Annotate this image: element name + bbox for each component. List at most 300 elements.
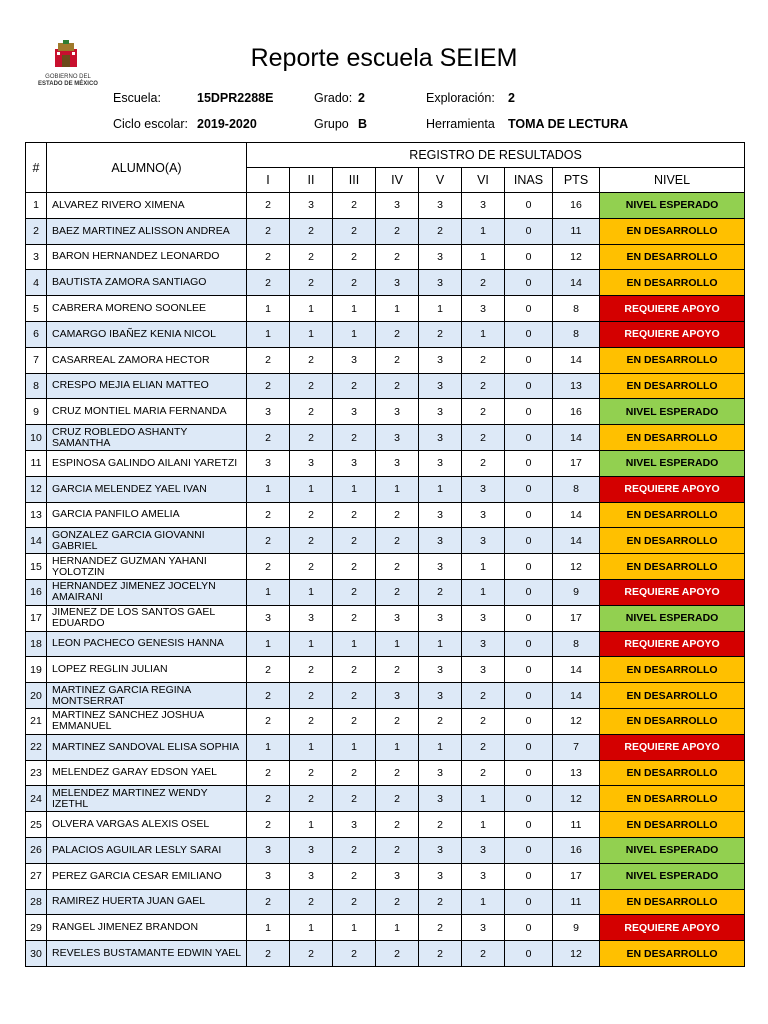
nivel-badge: EN DESARROLLO — [600, 941, 745, 967]
score-cell: 2 — [290, 528, 333, 554]
score-cell: 0 — [505, 554, 553, 580]
num-header: # — [26, 143, 47, 193]
score-cell: 0 — [505, 941, 553, 967]
nivel-badge: EN DESARROLLO — [600, 270, 745, 296]
score-cell: 2 — [333, 683, 376, 709]
score-cell: 0 — [505, 193, 553, 219]
nivel-badge: NIVEL ESPERADO — [600, 863, 745, 889]
score-cell: 2 — [247, 270, 290, 296]
row-number: 28 — [26, 889, 47, 915]
nivel-badge: EN DESARROLLO — [600, 528, 745, 554]
logo-text — [28, 74, 108, 88]
student-name: BAEZ MARTINEZ ALISSON ANDREA — [47, 218, 247, 244]
score-cell: 16 — [553, 193, 600, 219]
column-header-nivel: NIVEL — [600, 168, 745, 193]
score-cell: 3 — [462, 631, 505, 657]
score-cell: 1 — [247, 476, 290, 502]
nivel-badge: EN DESARROLLO — [600, 889, 745, 915]
score-cell: 2 — [419, 889, 462, 915]
row-number: 22 — [26, 734, 47, 760]
column-header-i: I — [247, 168, 290, 193]
score-cell: 2 — [247, 760, 290, 786]
table-row — [26, 502, 745, 528]
row-number: 3 — [26, 244, 47, 270]
ciclo-value: 2019-2020 — [197, 117, 257, 131]
score-cell: 12 — [553, 554, 600, 580]
score-cell: 2 — [376, 941, 419, 967]
table-row — [26, 270, 745, 296]
score-cell: 1 — [247, 915, 290, 941]
nivel-badge: REQUIERE APOYO — [600, 734, 745, 760]
score-cell: 3 — [376, 683, 419, 709]
row-number: 10 — [26, 425, 47, 451]
score-cell: 1 — [290, 579, 333, 605]
score-cell: 2 — [419, 708, 462, 734]
table-row — [26, 399, 745, 425]
score-cell: 1 — [290, 734, 333, 760]
herramienta-label: Herramienta — [426, 117, 495, 131]
score-cell: 3 — [290, 837, 333, 863]
score-cell: 2 — [290, 889, 333, 915]
table-row — [26, 425, 745, 451]
score-cell: 2 — [247, 502, 290, 528]
table-row — [26, 941, 745, 967]
row-number: 9 — [26, 399, 47, 425]
score-cell: 3 — [462, 657, 505, 683]
row-number: 14 — [26, 528, 47, 554]
score-cell: 2 — [333, 373, 376, 399]
student-name: GONZALEZ GARCIA GIOVANNI GABRIEL — [47, 528, 247, 554]
grupo-label: Grupo — [314, 117, 349, 131]
score-cell: 9 — [553, 579, 600, 605]
score-cell: 3 — [419, 683, 462, 709]
row-number: 21 — [26, 708, 47, 734]
score-cell: 2 — [462, 270, 505, 296]
nivel-badge: EN DESARROLLO — [600, 760, 745, 786]
score-cell: 2 — [419, 812, 462, 838]
table-row — [26, 631, 745, 657]
table-row — [26, 244, 745, 270]
score-cell: 17 — [553, 605, 600, 631]
score-cell: 3 — [419, 657, 462, 683]
nivel-badge: EN DESARROLLO — [600, 425, 745, 451]
score-cell: 2 — [247, 244, 290, 270]
score-cell: 1 — [462, 244, 505, 270]
score-cell: 2 — [333, 579, 376, 605]
score-cell: 3 — [419, 399, 462, 425]
score-cell: 17 — [553, 450, 600, 476]
row-number: 7 — [26, 347, 47, 373]
score-cell: 0 — [505, 579, 553, 605]
row-number: 16 — [26, 579, 47, 605]
score-cell: 2 — [419, 941, 462, 967]
score-cell: 3 — [419, 837, 462, 863]
score-cell: 2 — [376, 579, 419, 605]
score-cell: 0 — [505, 915, 553, 941]
score-cell: 2 — [376, 760, 419, 786]
score-cell: 14 — [553, 657, 600, 683]
score-cell: 0 — [505, 270, 553, 296]
score-cell: 2 — [376, 837, 419, 863]
row-number: 30 — [26, 941, 47, 967]
nivel-badge: EN DESARROLLO — [600, 347, 745, 373]
score-cell: 1 — [376, 734, 419, 760]
row-number: 2 — [26, 218, 47, 244]
score-cell: 14 — [553, 502, 600, 528]
score-cell: 3 — [333, 450, 376, 476]
row-number: 23 — [26, 760, 47, 786]
score-cell: 2 — [247, 812, 290, 838]
score-cell: 2 — [333, 786, 376, 812]
score-cell: 3 — [419, 244, 462, 270]
student-name: HERNANDEZ JIMENEZ JOCELYN AMAIRANI — [47, 579, 247, 605]
table-row — [26, 889, 745, 915]
student-name: CASARREAL ZAMORA HECTOR — [47, 347, 247, 373]
score-cell: 2 — [333, 270, 376, 296]
table-row — [26, 528, 745, 554]
score-cell: 12 — [553, 786, 600, 812]
score-cell: 3 — [376, 270, 419, 296]
score-cell: 3 — [462, 605, 505, 631]
score-cell: 2 — [333, 889, 376, 915]
score-cell: 1 — [419, 734, 462, 760]
score-cell: 0 — [505, 502, 553, 528]
student-name: CABRERA MORENO SOONLEE — [47, 296, 247, 322]
score-cell: 3 — [290, 450, 333, 476]
row-number: 11 — [26, 450, 47, 476]
score-cell: 2 — [333, 605, 376, 631]
score-cell: 2 — [376, 373, 419, 399]
student-name: BARON HERNANDEZ LEONARDO — [47, 244, 247, 270]
nivel-badge: REQUIERE APOYO — [600, 631, 745, 657]
grado-value: 2 — [358, 91, 365, 105]
score-cell: 2 — [290, 270, 333, 296]
registro-header: REGISTRO DE RESULTADOS — [247, 143, 745, 168]
score-cell: 11 — [553, 889, 600, 915]
student-name: CRUZ MONTIEL MARIA FERNANDA — [47, 399, 247, 425]
score-cell: 2 — [419, 218, 462, 244]
score-cell: 0 — [505, 296, 553, 322]
score-cell: 2 — [247, 941, 290, 967]
score-cell: 0 — [505, 683, 553, 709]
score-cell: 0 — [505, 889, 553, 915]
student-name: PALACIOS AGUILAR LESLY SARAI — [47, 837, 247, 863]
row-number: 12 — [26, 476, 47, 502]
score-cell: 0 — [505, 708, 553, 734]
nivel-badge: REQUIERE APOYO — [600, 321, 745, 347]
score-cell: 3 — [419, 863, 462, 889]
score-cell: 2 — [247, 786, 290, 812]
score-cell: 2 — [462, 347, 505, 373]
score-cell: 14 — [553, 683, 600, 709]
score-cell: 2 — [290, 760, 333, 786]
nivel-badge: EN DESARROLLO — [600, 657, 745, 683]
table-row — [26, 450, 745, 476]
score-cell: 1 — [247, 296, 290, 322]
score-cell: 3 — [290, 605, 333, 631]
score-cell: 3 — [419, 502, 462, 528]
score-cell: 3 — [462, 502, 505, 528]
score-cell: 2 — [333, 941, 376, 967]
row-number: 26 — [26, 837, 47, 863]
score-cell: 3 — [419, 760, 462, 786]
results-table — [25, 142, 745, 967]
score-cell: 2 — [290, 554, 333, 580]
score-cell: 2 — [376, 786, 419, 812]
table-row — [26, 760, 745, 786]
row-number: 17 — [26, 605, 47, 631]
student-name: MELENDEZ GARAY EDSON YAEL — [47, 760, 247, 786]
nivel-badge: REQUIERE APOYO — [600, 579, 745, 605]
table-row — [26, 657, 745, 683]
score-cell: 2 — [247, 683, 290, 709]
table-row — [26, 915, 745, 941]
table-row — [26, 373, 745, 399]
score-cell: 2 — [333, 708, 376, 734]
row-number: 5 — [26, 296, 47, 322]
score-cell: 3 — [247, 837, 290, 863]
table-row — [26, 476, 745, 502]
score-cell: 2 — [333, 760, 376, 786]
score-cell: 2 — [333, 657, 376, 683]
row-number: 4 — [26, 270, 47, 296]
score-cell: 13 — [553, 373, 600, 399]
score-cell: 3 — [333, 347, 376, 373]
score-cell: 2 — [462, 399, 505, 425]
score-cell: 2 — [462, 683, 505, 709]
score-cell: 1 — [462, 812, 505, 838]
column-header-v: V — [419, 168, 462, 193]
score-cell: 11 — [553, 812, 600, 838]
student-name: PEREZ GARCIA CESAR EMILIANO — [47, 863, 247, 889]
table-row — [26, 296, 745, 322]
score-cell: 0 — [505, 244, 553, 270]
score-cell: 2 — [247, 708, 290, 734]
row-number: 6 — [26, 321, 47, 347]
score-cell: 12 — [553, 708, 600, 734]
score-cell: 2 — [376, 502, 419, 528]
table-row — [26, 786, 745, 812]
column-header-pts: PTS — [553, 168, 600, 193]
score-cell: 2 — [376, 554, 419, 580]
score-cell: 3 — [419, 528, 462, 554]
score-cell: 1 — [419, 631, 462, 657]
score-cell: 2 — [333, 554, 376, 580]
score-cell: 1 — [247, 321, 290, 347]
score-cell: 8 — [553, 631, 600, 657]
column-header-iii: III — [333, 168, 376, 193]
exploracion-value: 2 — [508, 91, 515, 105]
score-cell: 0 — [505, 373, 553, 399]
score-cell: 3 — [290, 193, 333, 219]
student-name: OLVERA VARGAS ALEXIS OSEL — [47, 812, 247, 838]
score-cell: 7 — [553, 734, 600, 760]
row-number: 25 — [26, 812, 47, 838]
table-row — [26, 347, 745, 373]
logo-line2: ESTADO DE MÉXICO — [38, 81, 98, 87]
table-row — [26, 554, 745, 580]
score-cell: 1 — [290, 296, 333, 322]
score-cell: 1 — [333, 321, 376, 347]
score-cell: 17 — [553, 863, 600, 889]
row-number: 24 — [26, 786, 47, 812]
student-name: LEON PACHECO GENESIS HANNA — [47, 631, 247, 657]
score-cell: 1 — [290, 631, 333, 657]
student-name: CRUZ ROBLEDO ASHANTY SAMANTHA — [47, 425, 247, 451]
score-cell: 2 — [419, 321, 462, 347]
score-cell: 3 — [376, 193, 419, 219]
score-cell: 2 — [290, 399, 333, 425]
score-cell: 1 — [462, 321, 505, 347]
page-title: Reporte escuela SEIEM — [250, 44, 518, 72]
score-cell: 2 — [376, 812, 419, 838]
score-cell: 8 — [553, 476, 600, 502]
score-cell: 2 — [290, 708, 333, 734]
score-cell: 2 — [333, 193, 376, 219]
score-cell: 2 — [376, 528, 419, 554]
score-cell: 1 — [290, 476, 333, 502]
score-cell: 3 — [462, 528, 505, 554]
score-cell: 3 — [419, 270, 462, 296]
nivel-badge: EN DESARROLLO — [600, 244, 745, 270]
score-cell: 0 — [505, 450, 553, 476]
score-cell: 2 — [376, 889, 419, 915]
row-number: 20 — [26, 683, 47, 709]
nivel-badge: EN DESARROLLO — [600, 786, 745, 812]
score-cell: 2 — [290, 657, 333, 683]
student-name: RAMIREZ HUERTA JUAN GAEL — [47, 889, 247, 915]
score-cell: 12 — [553, 941, 600, 967]
table-row — [26, 321, 745, 347]
score-cell: 3 — [462, 915, 505, 941]
score-cell: 3 — [247, 399, 290, 425]
grado-label: Grado: — [314, 91, 353, 105]
score-cell: 14 — [553, 528, 600, 554]
score-cell: 8 — [553, 296, 600, 322]
score-cell: 1 — [247, 579, 290, 605]
nivel-badge: EN DESARROLLO — [600, 373, 745, 399]
student-name: ALVAREZ RIVERO XIMENA — [47, 193, 247, 219]
score-cell: 3 — [462, 863, 505, 889]
student-name: HERNANDEZ GUZMAN YAHANI YOLOTZIN — [47, 554, 247, 580]
score-cell: 1 — [333, 296, 376, 322]
score-cell: 2 — [247, 657, 290, 683]
score-cell: 3 — [419, 373, 462, 399]
table-row — [26, 708, 745, 734]
score-cell: 1 — [376, 476, 419, 502]
score-cell: 3 — [419, 605, 462, 631]
table-row — [26, 218, 745, 244]
score-cell: 0 — [505, 631, 553, 657]
table-row — [26, 812, 745, 838]
score-cell: 2 — [376, 244, 419, 270]
logo-line1: GOBIERNO DEL — [45, 74, 91, 80]
score-cell: 2 — [376, 708, 419, 734]
row-number: 18 — [26, 631, 47, 657]
row-number: 8 — [26, 373, 47, 399]
nivel-badge: EN DESARROLLO — [600, 218, 745, 244]
score-cell: 2 — [333, 837, 376, 863]
score-cell: 2 — [290, 425, 333, 451]
nivel-badge: NIVEL ESPERADO — [600, 605, 745, 631]
nivel-badge: REQUIERE APOYO — [600, 296, 745, 322]
score-cell: 2 — [247, 193, 290, 219]
score-cell: 1 — [290, 812, 333, 838]
score-cell: 3 — [462, 296, 505, 322]
score-cell: 1 — [462, 786, 505, 812]
score-cell: 2 — [333, 502, 376, 528]
score-cell: 0 — [505, 786, 553, 812]
score-cell: 3 — [376, 863, 419, 889]
student-name: RANGEL JIMENEZ BRANDON — [47, 915, 247, 941]
score-cell: 1 — [290, 321, 333, 347]
alumno-header: ALUMNO(A) — [47, 143, 247, 193]
nivel-badge: EN DESARROLLO — [600, 554, 745, 580]
score-cell: 1 — [290, 915, 333, 941]
score-cell: 2 — [290, 373, 333, 399]
nivel-badge: NIVEL ESPERADO — [600, 450, 745, 476]
score-cell: 1 — [247, 631, 290, 657]
nivel-badge: NIVEL ESPERADO — [600, 837, 745, 863]
score-cell: 3 — [419, 347, 462, 373]
score-cell: 8 — [553, 321, 600, 347]
score-cell: 2 — [376, 657, 419, 683]
score-cell: 2 — [290, 218, 333, 244]
score-cell: 3 — [333, 812, 376, 838]
score-cell: 2 — [247, 218, 290, 244]
column-header-inas: INAS — [505, 168, 553, 193]
nivel-badge: EN DESARROLLO — [600, 708, 745, 734]
student-name: MARTINEZ SANCHEZ JOSHUA EMMANUEL — [47, 708, 247, 734]
row-number: 15 — [26, 554, 47, 580]
score-cell: 1 — [462, 889, 505, 915]
escuela-value: 15DPR2288E — [197, 91, 274, 105]
score-cell: 2 — [462, 941, 505, 967]
score-cell: 2 — [462, 708, 505, 734]
score-cell: 3 — [462, 837, 505, 863]
table-row — [26, 734, 745, 760]
row-number: 29 — [26, 915, 47, 941]
score-cell: 14 — [553, 270, 600, 296]
student-name: MELENDEZ MARTINEZ WENDY IZETHL — [47, 786, 247, 812]
score-cell: 2 — [247, 347, 290, 373]
score-cell: 3 — [247, 863, 290, 889]
score-cell: 2 — [290, 347, 333, 373]
column-header-iv: IV — [376, 168, 419, 193]
row-number: 13 — [26, 502, 47, 528]
score-cell: 16 — [553, 399, 600, 425]
score-cell: 2 — [462, 734, 505, 760]
score-cell: 0 — [505, 476, 553, 502]
score-cell: 1 — [376, 296, 419, 322]
score-cell: 3 — [419, 786, 462, 812]
column-header-vi: VI — [462, 168, 505, 193]
score-cell: 2 — [247, 554, 290, 580]
table-row — [26, 193, 745, 219]
row-number: 27 — [26, 863, 47, 889]
score-cell: 3 — [462, 193, 505, 219]
score-cell: 2 — [333, 218, 376, 244]
score-cell: 0 — [505, 528, 553, 554]
score-cell: 1 — [462, 554, 505, 580]
score-cell: 2 — [462, 373, 505, 399]
score-cell: 3 — [376, 605, 419, 631]
ciclo-label: Ciclo escolar: — [113, 117, 189, 131]
table-row — [26, 683, 745, 709]
table-row — [26, 837, 745, 863]
score-cell: 1 — [376, 915, 419, 941]
herramienta-value: TOMA DE LECTURA — [508, 117, 629, 131]
